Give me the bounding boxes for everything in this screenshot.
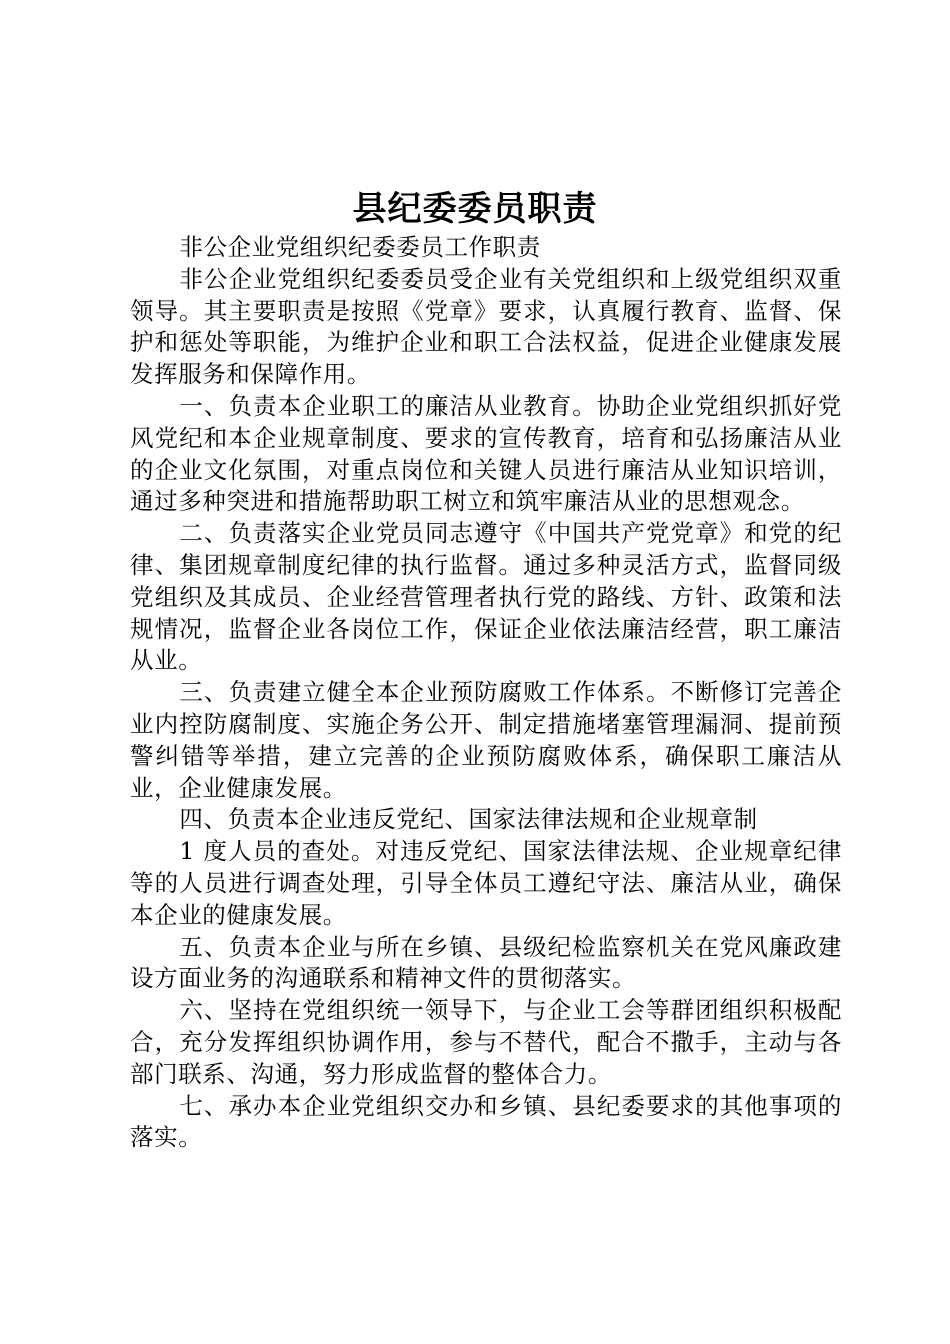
document-title: 县纪委委员职责 xyxy=(352,189,598,229)
paragraph-duty-5: 五、负责本企业与所在乡镇、县级纪检监察机关在党风廉政建设方面业务的沟通联系和精神文件的贯彻落实。 xyxy=(130,932,842,993)
paragraph-duty-2: 二、负责落实企业党员同志遵守《中国共产党党章》和党的纪律、集团规章制度纪律的执行监督。通过多种灵活方式，监督同级党组织及其成员、企业经营管理者执行党的路线、方针、政策和法规情况，监督企业各岗位工作，保证企业依法廉洁经营，职工廉洁从业。 xyxy=(130,519,842,675)
paragraph-duty-4-cont: 1 度人员的查处。对违反党纪、国家法律法规、企业规章纪律等的人员进行调查处理，引导全体员工遵纪守法、廉洁从业，确保本企业的健康发展。 xyxy=(130,837,842,929)
paragraph-duty-6: 六、坚持在党组织统一领导下，与企业工会等群团组织积极配合，充分发挥组织协调作用，参与不替代，配合不撒手，主动与各部门联系、沟通，努力形成监督的整体合力。 xyxy=(130,996,842,1088)
paragraph-duty-4: 四、负责本企业违反党纪、国家法律法规和企业规章制 xyxy=(179,805,758,834)
document-body xyxy=(130,232,842,1154)
paragraph-duty-1: 一、负责本企业职工的廉洁从业教育。协助企业党组织抓好党风党纪和本企业规章制度、要求的宣传教育，培育和弘扬廉洁从业的企业文化氛围，对重点岗位和关键人员进行廉洁从业知识培训，通过多种突进和措施帮助职工树立和筑牢廉洁从业的思想观念。 xyxy=(130,391,842,516)
paragraph-subtitle: 非公企业党组织纪委委员工作职责 xyxy=(179,233,541,261)
paragraph-duty-3: 三、负责建立健全本企业预防腐败工作体系。不断修订完善企业内控防腐制度、实施企务公开、制定措施堵塞管理漏洞、提前预警纠错等举措，建立完善的企业预防腐败体系，确保职工廉洁从业，企业健康发展。 xyxy=(130,678,842,802)
paragraph-intro: 非公企业党组织纪委委员受企业有关党组织和上级党组织双重领导。其主要职责是按照《党章》要求，认真履行教育、监督、保护和惩处等职能，为维护企业和职工合法权益，促进企业健康发展发挥服务和保障作用。 xyxy=(130,264,842,389)
paragraph-duty-7: 七、承办本企业党组织交办和乡镇、县纪委要求的其他事项的落实。 xyxy=(130,1091,842,1152)
